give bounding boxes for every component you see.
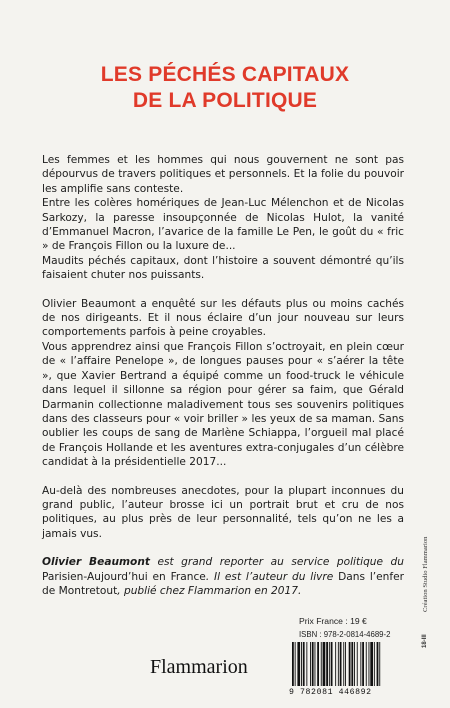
bio-text: est grand reporter au service politique du	[149, 556, 404, 569]
author-name: Olivier Beaumont	[42, 556, 150, 569]
author-bio	[42, 555, 404, 598]
blurb-paragraph: Entre les colères homériques de Jean-Luc Mélenchon et de Nicolas Sarkozy, la paresse insoupçonnée de Nicolas Hulot, la vanité d’Emmanuel Macron, l’avarice de la famille Le Pen, le goût du « fric » de François Fillon ou la luxure de...	[42, 197, 404, 253]
bio-text: , publié chez Flammarion en 2017.	[117, 584, 302, 597]
book-title	[0, 62, 450, 114]
newspaper-name: Parisien-Aujourd’hui en France	[42, 570, 206, 583]
book-reference: Dans l’enfer de Montretout	[42, 570, 404, 597]
blurb-paragraph: Au-delà des nombreuses anecdotes, pour la plupart inconnues du grand public, l’auteur brosse ici un portrait brut et cru de nos politiques, au plus près de leur personnalité, tels qu’on ne les a jamais vus.	[42, 484, 404, 540]
barcode	[291, 642, 403, 686]
isbn-label: ISBN : 978-2-0814-4689-2	[299, 630, 391, 639]
publisher-logo: Flammarion	[150, 656, 248, 678]
design-credit: Création Studio Flammarion	[422, 536, 429, 612]
barcode-digits: 9 782081 446892	[289, 688, 372, 697]
blurb-paragraph: Les femmes et les hommes qui nous gouvernent ne sont pas dépourvus de travers politiques et personnels. Et la folie du pouvoir les amplifie sans conteste.	[42, 154, 404, 195]
book-title-line-1: LES PÉCHÉS CAPITAUX	[100, 63, 350, 86]
blurb-paragraph: Olivier Beaumont a enquêté sur les défauts plus ou moins cachés de nos dirigeants. Et il nous éclaire d’un jour nouveau sur leurs comportements parfois à peine croyables.	[42, 297, 404, 339]
blurb	[42, 153, 404, 598]
price-label: Prix France : 19 €	[299, 616, 367, 626]
blurb-paragraph: Maudits péchés capitaux, dont l’histoire a souvent démontré qu’ils faisaient chuter nos puissants.	[42, 254, 404, 282]
print-code: 18-III	[422, 634, 428, 648]
book-title-line-2: DE LA POLITIQUE	[132, 89, 318, 112]
blurb-paragraph: Vous apprendrez ainsi que François Fillon s’octroyait, en plein cœur de « l’affaire Penelope », de longues pauses pour « s’aérer la tête », que Xavier Bertrand a équipé comme un food-truck le véhicule dans lequel il sillonne sa région pour gérer sa faim, que Gérald Darmanin collectionne maladivement tous ses souvenirs politiques dans des classeurs pour « voir briller » les yeux de sa maman. Sans oublier les coups de sang de Marlène Schiappa, l’orgueil mal placé de François Hollande et les aventures extra-conjugales d’un célèbre candidat à la présidentielle 2017...	[42, 340, 404, 469]
bio-text: . Il est l’auteur du livre	[205, 570, 339, 583]
